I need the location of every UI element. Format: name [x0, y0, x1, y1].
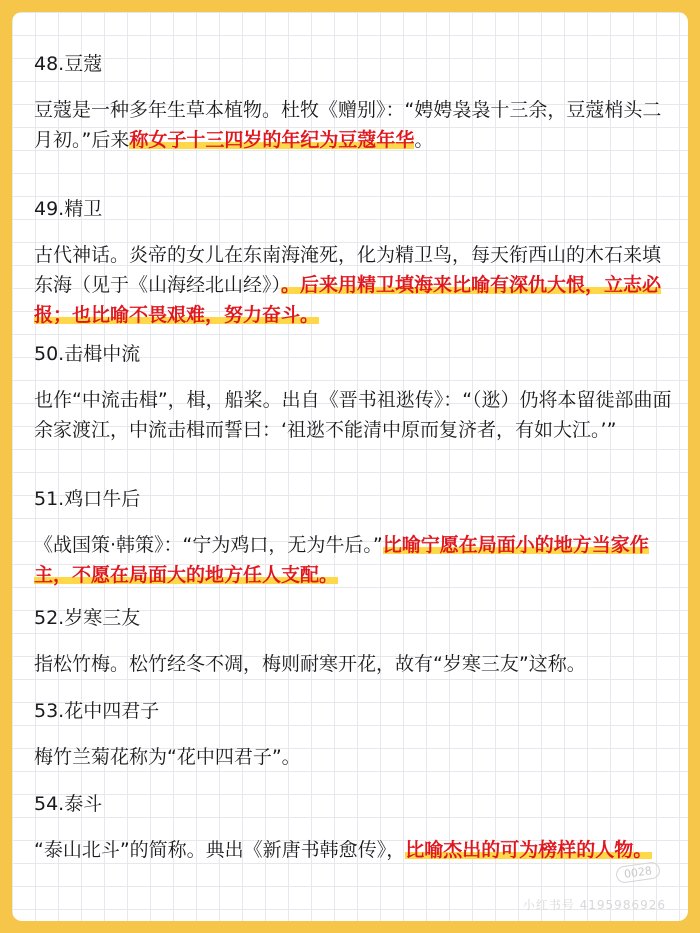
entry-54-highlight: 比喻杰出的可为榜样的人物。: [405, 839, 653, 861]
entry-53-body: [34, 742, 674, 772]
entry-51-text: 《战国策·韩策》：“宁为鸡口，无为牛后。”: [34, 534, 383, 556]
entry-50-title: 50.击楫中流: [34, 343, 141, 365]
entry-52-text: 指松竹梅。松竹经冬不凋，梅则耐寒开花，故有“岁寒三友”这称。: [34, 653, 586, 675]
entry-49-body: [34, 240, 674, 330]
entry-48-text: 豆蔻是一种多年生草本植物。杜牧《赠别》：“娉娉袅袅十三余，豆蔻梢头二月初。”后来: [34, 99, 662, 151]
entry-53-text: 梅竹兰菊花称为“花中四君子”。: [34, 746, 301, 768]
grid-paper: [12, 12, 688, 921]
entry-48-title: 48.豆蔻: [34, 53, 103, 75]
entry-49-highlight: 。后来用精卫填海来比喻有深仇大恨，立志必报；也比喻不畏艰难，努力奋斗。: [34, 274, 662, 326]
entry-51-body: [34, 530, 674, 590]
entry-48-body: [34, 95, 674, 155]
entry-54-title: 54.泰斗: [34, 793, 103, 815]
entry-51-title: 51.鸡口牛后: [34, 488, 141, 510]
entry-53-title: 53.花中四君子: [34, 700, 160, 722]
entry-52-body: [34, 649, 674, 679]
entry-50-body: [34, 385, 674, 445]
entry-54-text: “泰山北斗”的简称。典出《新唐书韩愈传》，: [34, 839, 406, 861]
corner-badge: 0028: [615, 861, 661, 884]
watermark: 小红书号 4195986926: [522, 898, 666, 912]
entry-50-text: 也作“中流击楫”，楫，船桨。出自《晋书祖逖传》：“（逖）仍将本留徙部曲面余家渡江，中流击楫而誓曰：‘祖逖不能清中原而复济者，有如大江。’”: [34, 389, 672, 441]
entry-51-highlight: 比喻宁愿在局面小的地方当家作主，不愿在局面大的地方任人支配。: [34, 534, 649, 586]
entry-52-title: 52.岁寒三友: [34, 607, 141, 629]
entry-49-text: 古代神话。炎帝的女儿在东南海淹死，化为精卫鸟，每天衔西山的木石来填东海（见于《山海经北山经》）: [34, 244, 662, 296]
entry-48-tail: 。: [414, 129, 434, 151]
entry-54-body: [34, 835, 674, 865]
entry-48-highlight: 称女子十三四岁的年纪为豆蔻年华: [129, 129, 415, 151]
entry-49-title: 49.精卫: [34, 198, 103, 220]
